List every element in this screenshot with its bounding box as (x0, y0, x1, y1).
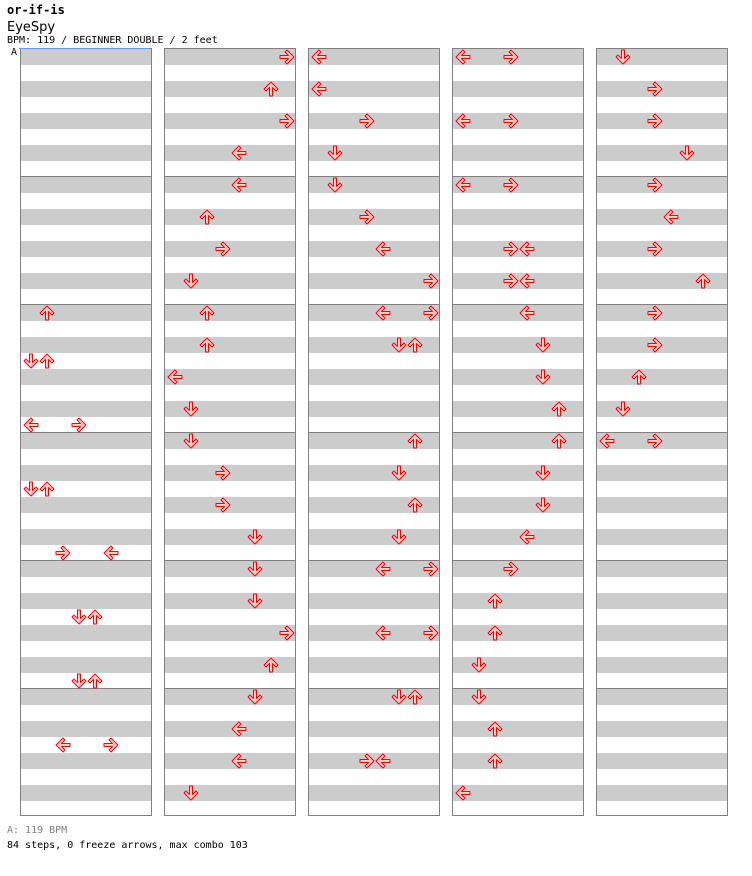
beat-stripe (21, 529, 151, 545)
beat-stripe (597, 625, 727, 641)
step-arrow-down-icon (23, 353, 39, 369)
step-arrow-right-icon (359, 753, 375, 769)
step-arrow-left-icon (519, 241, 535, 257)
beat-stripe (21, 689, 151, 705)
beat-stripe (21, 625, 151, 641)
step-arrow-down-icon (391, 337, 407, 353)
measure-line (21, 560, 151, 561)
step-arrow-right-icon (423, 625, 439, 641)
beat-stripe (21, 593, 151, 609)
step-arrow-down-icon (247, 593, 263, 609)
beat-stripe (597, 753, 727, 769)
beat-stripe (21, 433, 151, 449)
beat-stripe (309, 657, 439, 673)
beat-stripe (453, 305, 583, 321)
step-arrow-up-icon (407, 689, 423, 705)
step-arrow-right-icon (503, 273, 519, 289)
beat-stripe (21, 81, 151, 97)
beat-stripe (165, 145, 295, 161)
bpm-marker-line (19, 48, 149, 49)
beat-stripe (453, 209, 583, 225)
step-arrow-up-icon (487, 593, 503, 609)
beat-stripe (165, 209, 295, 225)
step-arrow-right-icon (647, 241, 663, 257)
step-arrow-down-icon (247, 561, 263, 577)
step-arrow-right-icon (503, 177, 519, 193)
step-arrow-left-icon (167, 369, 183, 385)
step-arrow-up-icon (199, 305, 215, 321)
beat-stripe (309, 369, 439, 385)
step-arrow-up-icon (39, 481, 55, 497)
beat-stripe (597, 593, 727, 609)
step-arrow-left-icon (519, 273, 535, 289)
beat-stripe (309, 81, 439, 97)
beat-stripe (21, 337, 151, 353)
step-arrow-left-icon (455, 785, 471, 801)
step-arrow-right-icon (215, 241, 231, 257)
beat-stripe (309, 593, 439, 609)
beat-stripe (597, 465, 727, 481)
beat-stripe (21, 401, 151, 417)
beat-stripe (309, 241, 439, 257)
chart-column-4 (452, 48, 584, 816)
step-arrow-down-icon (71, 609, 87, 625)
step-arrow-right-icon (55, 545, 71, 561)
beat-stripe (165, 753, 295, 769)
step-arrow-right-icon (647, 305, 663, 321)
step-arrow-up-icon (487, 625, 503, 641)
step-arrow-right-icon (71, 417, 87, 433)
step-arrow-up-icon (39, 305, 55, 321)
step-arrow-right-icon (423, 273, 439, 289)
step-arrow-down-icon (391, 689, 407, 705)
step-arrow-up-icon (87, 609, 103, 625)
chart-info: BPM: 119 / BEGINNER DOUBLE / 2 feet (7, 35, 218, 46)
step-arrow-left-icon (375, 625, 391, 641)
song-title: or-if-is (7, 3, 65, 17)
step-arrow-down-icon (391, 465, 407, 481)
step-arrow-up-icon (551, 433, 567, 449)
step-arrow-left-icon (455, 49, 471, 65)
beat-stripe (21, 177, 151, 193)
beat-stripe (453, 625, 583, 641)
step-arrow-left-icon (455, 113, 471, 129)
step-arrow-down-icon (327, 145, 343, 161)
step-arrow-right-icon (103, 737, 119, 753)
beat-stripe (453, 145, 583, 161)
beat-stripe (597, 529, 727, 545)
step-arrow-left-icon (23, 417, 39, 433)
beat-stripe (165, 337, 295, 353)
beat-stripe (597, 785, 727, 801)
beat-stripe (309, 625, 439, 641)
step-arrow-right-icon (359, 209, 375, 225)
step-stats: 84 steps, 0 freeze arrows, max combo 103 (7, 840, 248, 851)
step-arrow-left-icon (231, 721, 247, 737)
step-arrow-right-icon (279, 113, 295, 129)
beat-stripe (597, 145, 727, 161)
measure-line (597, 688, 727, 689)
step-arrow-left-icon (375, 753, 391, 769)
step-arrow-left-icon (311, 81, 327, 97)
step-arrow-right-icon (503, 113, 519, 129)
measure-line (309, 304, 439, 305)
step-arrow-up-icon (551, 401, 567, 417)
step-arrow-up-icon (407, 497, 423, 513)
step-arrow-right-icon (359, 113, 375, 129)
step-arrow-up-icon (263, 81, 279, 97)
beat-stripe (21, 209, 151, 225)
beat-stripe (165, 113, 295, 129)
step-arrow-left-icon (375, 241, 391, 257)
beat-stripe (597, 721, 727, 737)
beat-stripe (453, 785, 583, 801)
beat-stripe (597, 497, 727, 513)
beat-stripe (165, 49, 295, 65)
step-arrow-up-icon (87, 673, 103, 689)
step-arrow-left-icon (375, 305, 391, 321)
step-arrow-right-icon (279, 49, 295, 65)
step-arrow-down-icon (535, 465, 551, 481)
step-arrow-left-icon (231, 177, 247, 193)
step-arrow-down-icon (23, 481, 39, 497)
step-arrow-down-icon (535, 337, 551, 353)
beat-stripe (309, 721, 439, 737)
beat-stripe (21, 785, 151, 801)
step-arrow-left-icon (231, 753, 247, 769)
step-arrow-left-icon (455, 177, 471, 193)
step-arrow-right-icon (423, 561, 439, 577)
step-arrow-down-icon (183, 785, 199, 801)
step-arrow-down-icon (183, 433, 199, 449)
beat-stripe (21, 561, 151, 577)
song-name: EyeSpy (7, 20, 56, 35)
beat-stripe (21, 465, 151, 481)
step-arrow-right-icon (503, 49, 519, 65)
measure-line (453, 304, 583, 305)
bpm-marker-label: A (11, 47, 18, 58)
measure-line (597, 560, 727, 561)
measure-line (21, 176, 151, 177)
step-arrow-up-icon (263, 657, 279, 673)
beat-stripe (165, 369, 295, 385)
step-arrow-right-icon (647, 81, 663, 97)
beat-stripe (165, 305, 295, 321)
step-arrow-left-icon (311, 49, 327, 65)
measure-line (309, 560, 439, 561)
step-arrow-up-icon (631, 369, 647, 385)
beat-stripe (21, 241, 151, 257)
step-arrow-right-icon (647, 433, 663, 449)
step-arrow-right-icon (423, 305, 439, 321)
beat-stripe (165, 561, 295, 577)
beat-stripe (21, 369, 151, 385)
step-arrow-down-icon (183, 401, 199, 417)
step-arrow-right-icon (279, 625, 295, 641)
beat-stripe (165, 529, 295, 545)
step-arrow-left-icon (103, 545, 119, 561)
beat-stripe (165, 721, 295, 737)
step-arrow-right-icon (503, 241, 519, 257)
step-arrow-down-icon (327, 177, 343, 193)
beat-stripe (21, 113, 151, 129)
beat-stripe (309, 785, 439, 801)
step-arrow-down-icon (535, 497, 551, 513)
beat-stripe (309, 465, 439, 481)
beat-stripe (21, 273, 151, 289)
beat-stripe (165, 593, 295, 609)
chart-column-3 (308, 48, 440, 816)
step-arrow-left-icon (599, 433, 615, 449)
step-arrow-right-icon (647, 337, 663, 353)
step-arrow-left-icon (663, 209, 679, 225)
step-arrow-down-icon (615, 49, 631, 65)
step-arrow-right-icon (215, 497, 231, 513)
step-arrow-up-icon (407, 433, 423, 449)
chart-column-5 (596, 48, 728, 816)
step-arrow-right-icon (503, 561, 519, 577)
beat-stripe (453, 337, 583, 353)
measure-line (165, 688, 295, 689)
measure-line (165, 304, 295, 305)
measure-line (165, 560, 295, 561)
beat-stripe (597, 561, 727, 577)
step-arrow-down-icon (71, 673, 87, 689)
step-arrow-right-icon (647, 177, 663, 193)
measure-line (165, 176, 295, 177)
beat-stripe (597, 657, 727, 673)
step-arrow-up-icon (39, 353, 55, 369)
step-arrow-left-icon (55, 737, 71, 753)
beat-stripe (165, 177, 295, 193)
beat-stripe (21, 145, 151, 161)
beat-stripe (453, 593, 583, 609)
step-arrow-down-icon (247, 689, 263, 705)
beat-stripe (21, 721, 151, 737)
step-arrow-down-icon (615, 401, 631, 417)
beat-stripe (453, 753, 583, 769)
beat-stripe (453, 529, 583, 545)
step-arrow-left-icon (519, 305, 535, 321)
beat-stripe (453, 369, 583, 385)
step-arrow-up-icon (199, 337, 215, 353)
beat-stripe (165, 625, 295, 641)
chart-column-1 (20, 48, 152, 816)
step-arrow-down-icon (183, 273, 199, 289)
beat-stripe (21, 49, 151, 65)
step-arrow-down-icon (471, 657, 487, 673)
chart-column-2 (164, 48, 296, 816)
beat-stripe (597, 209, 727, 225)
beat-stripe (309, 401, 439, 417)
step-arrow-left-icon (519, 529, 535, 545)
step-arrow-down-icon (679, 145, 695, 161)
step-arrow-left-icon (231, 145, 247, 161)
beat-stripe (309, 561, 439, 577)
step-arrow-right-icon (215, 465, 231, 481)
beat-stripe (453, 465, 583, 481)
beat-stripe (597, 689, 727, 705)
beat-stripe (21, 753, 151, 769)
bpm-legend: A: 119 BPM (7, 825, 68, 836)
step-arrow-right-icon (647, 113, 663, 129)
step-arrow-down-icon (391, 529, 407, 545)
beat-stripe (21, 657, 151, 673)
beat-stripe (309, 49, 439, 65)
beat-stripe (165, 689, 295, 705)
step-arrow-up-icon (487, 753, 503, 769)
beat-stripe (309, 529, 439, 545)
step-arrow-down-icon (247, 529, 263, 545)
beat-stripe (453, 81, 583, 97)
beat-stripe (309, 305, 439, 321)
beat-stripe (597, 369, 727, 385)
step-arrow-left-icon (375, 561, 391, 577)
beat-stripe (453, 721, 583, 737)
beat-stripe (309, 273, 439, 289)
step-arrow-down-icon (535, 369, 551, 385)
step-arrow-up-icon (487, 721, 503, 737)
step-arrow-down-icon (471, 689, 487, 705)
beat-stripe (21, 497, 151, 513)
step-arrow-up-icon (199, 209, 215, 225)
beat-stripe (453, 497, 583, 513)
step-arrow-up-icon (695, 273, 711, 289)
step-arrow-up-icon (407, 337, 423, 353)
